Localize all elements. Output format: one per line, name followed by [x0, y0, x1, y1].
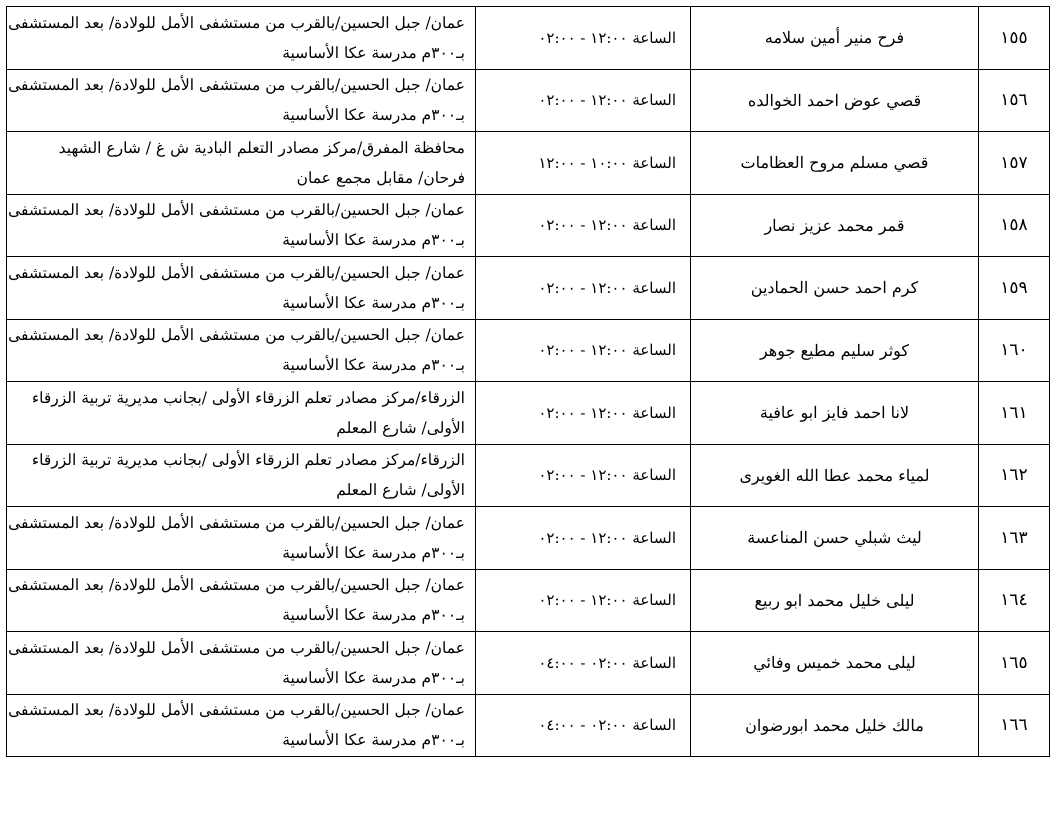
address-line: عمان/ جبل الحسين/بالقرب من مستشفى الأمل للولادة/ بعد المستشفى [8, 201, 465, 220]
row-number-cell: ١٦٢ [979, 444, 1050, 507]
table-row [7, 382, 1050, 445]
table-row [7, 69, 1050, 132]
row-number-cell: ١٥٧ [979, 132, 1050, 195]
table-row [7, 319, 1050, 382]
address-line: بـ٣٠٠م مدرسة عكا الأساسية [282, 293, 465, 312]
student-name-cell: قصي مسلم مروح العظامات [691, 132, 979, 195]
address-cell [7, 569, 476, 632]
address-line: الأولى/ شارع المعلم [336, 418, 465, 437]
row-number-cell: ١٦٥ [979, 632, 1050, 695]
address-line: بـ٣٠٠م مدرسة عكا الأساسية [282, 668, 465, 687]
address-cell [7, 194, 476, 257]
address-line: الأولى/ شارع المعلم [336, 481, 465, 500]
row-number-cell: ١٥٩ [979, 257, 1050, 320]
student-name-cell: كرم احمد حسن الحمادين [691, 257, 979, 320]
table-row [7, 694, 1050, 757]
student-name-cell: فرح منير أمين سلامه [691, 7, 979, 70]
address-cell [7, 444, 476, 507]
student-name-cell: ليلى محمد خميس وفائي [691, 632, 979, 695]
student-name-cell: قمر محمد عزيز نصار [691, 194, 979, 257]
address-line: عمان/ جبل الحسين/بالقرب من مستشفى الأمل للولادة/ بعد المستشفى [8, 13, 465, 32]
student-name-cell: قصي عوض احمد الخوالده [691, 69, 979, 132]
address-line: عمان/ جبل الحسين/بالقرب من مستشفى الأمل للولادة/ بعد المستشفى [8, 263, 465, 282]
table-row [7, 257, 1050, 320]
row-number-cell: ١٦٠ [979, 319, 1050, 382]
address-cell [7, 132, 476, 195]
time-slot-cell: الساعة ١٢:٠٠ - ٠٢:٠٠ [476, 7, 691, 70]
student-name-cell: كوثر سليم مطيع جوهر [691, 319, 979, 382]
time-slot-cell: الساعة ١٢:٠٠ - ٠٢:٠٠ [476, 507, 691, 570]
address-line: عمان/ جبل الحسين/بالقرب من مستشفى الأمل للولادة/ بعد المستشفى [8, 701, 465, 720]
address-line: الزرقاء/مركز مصادر تعلم الزرقاء الأولى /بجانب مديرية تربية الزرقاء [31, 388, 465, 407]
address-line: عمان/ جبل الحسين/بالقرب من مستشفى الأمل للولادة/ بعد المستشفى [8, 576, 465, 595]
time-slot-cell: الساعة ١٢:٠٠ - ٠٢:٠٠ [476, 382, 691, 445]
time-slot-cell: الساعة ١٢:٠٠ - ٠٢:٠٠ [476, 319, 691, 382]
student-name-cell: لانا احمد فايز ابو عافية [691, 382, 979, 445]
address-line: بـ٣٠٠م مدرسة عكا الأساسية [282, 43, 465, 62]
time-slot-cell: الساعة ١٢:٠٠ - ٠٢:٠٠ [476, 69, 691, 132]
student-name-cell: لمياء محمد عطا الله الغويرى [691, 444, 979, 507]
table-row [7, 444, 1050, 507]
address-cell [7, 694, 476, 757]
row-number-cell: ١٥٥ [979, 7, 1050, 70]
row-number-cell: ١٥٨ [979, 194, 1050, 257]
address-line: عمان/ جبل الحسين/بالقرب من مستشفى الأمل للولادة/ بعد المستشفى [8, 513, 465, 532]
address-cell [7, 319, 476, 382]
roster-body [7, 7, 1050, 757]
time-slot-cell: الساعة ١٢:٠٠ - ٠٢:٠٠ [476, 569, 691, 632]
table-row [7, 507, 1050, 570]
table-row [7, 132, 1050, 195]
address-cell [7, 507, 476, 570]
address-line: عمان/ جبل الحسين/بالقرب من مستشفى الأمل للولادة/ بعد المستشفى [8, 76, 465, 95]
time-slot-cell: الساعة ٠٢:٠٠ - ٠٤:٠٠ [476, 694, 691, 757]
time-slot-cell: الساعة ١٢:٠٠ - ٠٢:٠٠ [476, 257, 691, 320]
row-number-cell: ١٦٤ [979, 569, 1050, 632]
address-line: بـ٣٠٠م مدرسة عكا الأساسية [282, 106, 465, 125]
address-cell [7, 69, 476, 132]
student-name-cell: ليث شبلي حسن المناعسة [691, 507, 979, 570]
address-line: فرحان/ مقابل مجمع عمان [296, 168, 465, 187]
address-line: الزرقاء/مركز مصادر تعلم الزرقاء الأولى /بجانب مديرية تربية الزرقاء [31, 451, 465, 470]
time-slot-cell: الساعة ٠٢:٠٠ - ٠٤:٠٠ [476, 632, 691, 695]
student-name-cell: ليلى خليل محمد ابو ربيع [691, 569, 979, 632]
address-line: محافظة المفرق/مركز مصادر التعلم البادية ش غ / شارع الشهيد [58, 138, 465, 157]
address-cell [7, 7, 476, 70]
table-row [7, 194, 1050, 257]
row-number-cell: ١٦٣ [979, 507, 1050, 570]
address-cell [7, 257, 476, 320]
address-cell [7, 632, 476, 695]
table-row [7, 7, 1050, 70]
address-line: عمان/ جبل الحسين/بالقرب من مستشفى الأمل للولادة/ بعد المستشفى [8, 638, 465, 657]
row-number-cell: ١٥٦ [979, 69, 1050, 132]
row-number-cell: ١٦٦ [979, 694, 1050, 757]
address-line: بـ٣٠٠م مدرسة عكا الأساسية [282, 231, 465, 250]
address-line: بـ٣٠٠م مدرسة عكا الأساسية [282, 731, 465, 750]
time-slot-cell: الساعة ١٢:٠٠ - ٠٢:٠٠ [476, 194, 691, 257]
time-slot-cell: الساعة ١٠:٠٠ - ١٢:٠٠ [476, 132, 691, 195]
address-line: بـ٣٠٠م مدرسة عكا الأساسية [282, 543, 465, 562]
table-row [7, 632, 1050, 695]
address-line: بـ٣٠٠م مدرسة عكا الأساسية [282, 606, 465, 625]
student-name-cell: مالك خليل محمد ابورضوان [691, 694, 979, 757]
address-line: عمان/ جبل الحسين/بالقرب من مستشفى الأمل للولادة/ بعد المستشفى [8, 326, 465, 345]
address-line: بـ٣٠٠م مدرسة عكا الأساسية [282, 356, 465, 375]
row-number-cell: ١٦١ [979, 382, 1050, 445]
table-row [7, 569, 1050, 632]
time-slot-cell: الساعة ١٢:٠٠ - ٠٢:٠٠ [476, 444, 691, 507]
address-cell [7, 382, 476, 445]
roster-table [6, 6, 1050, 757]
